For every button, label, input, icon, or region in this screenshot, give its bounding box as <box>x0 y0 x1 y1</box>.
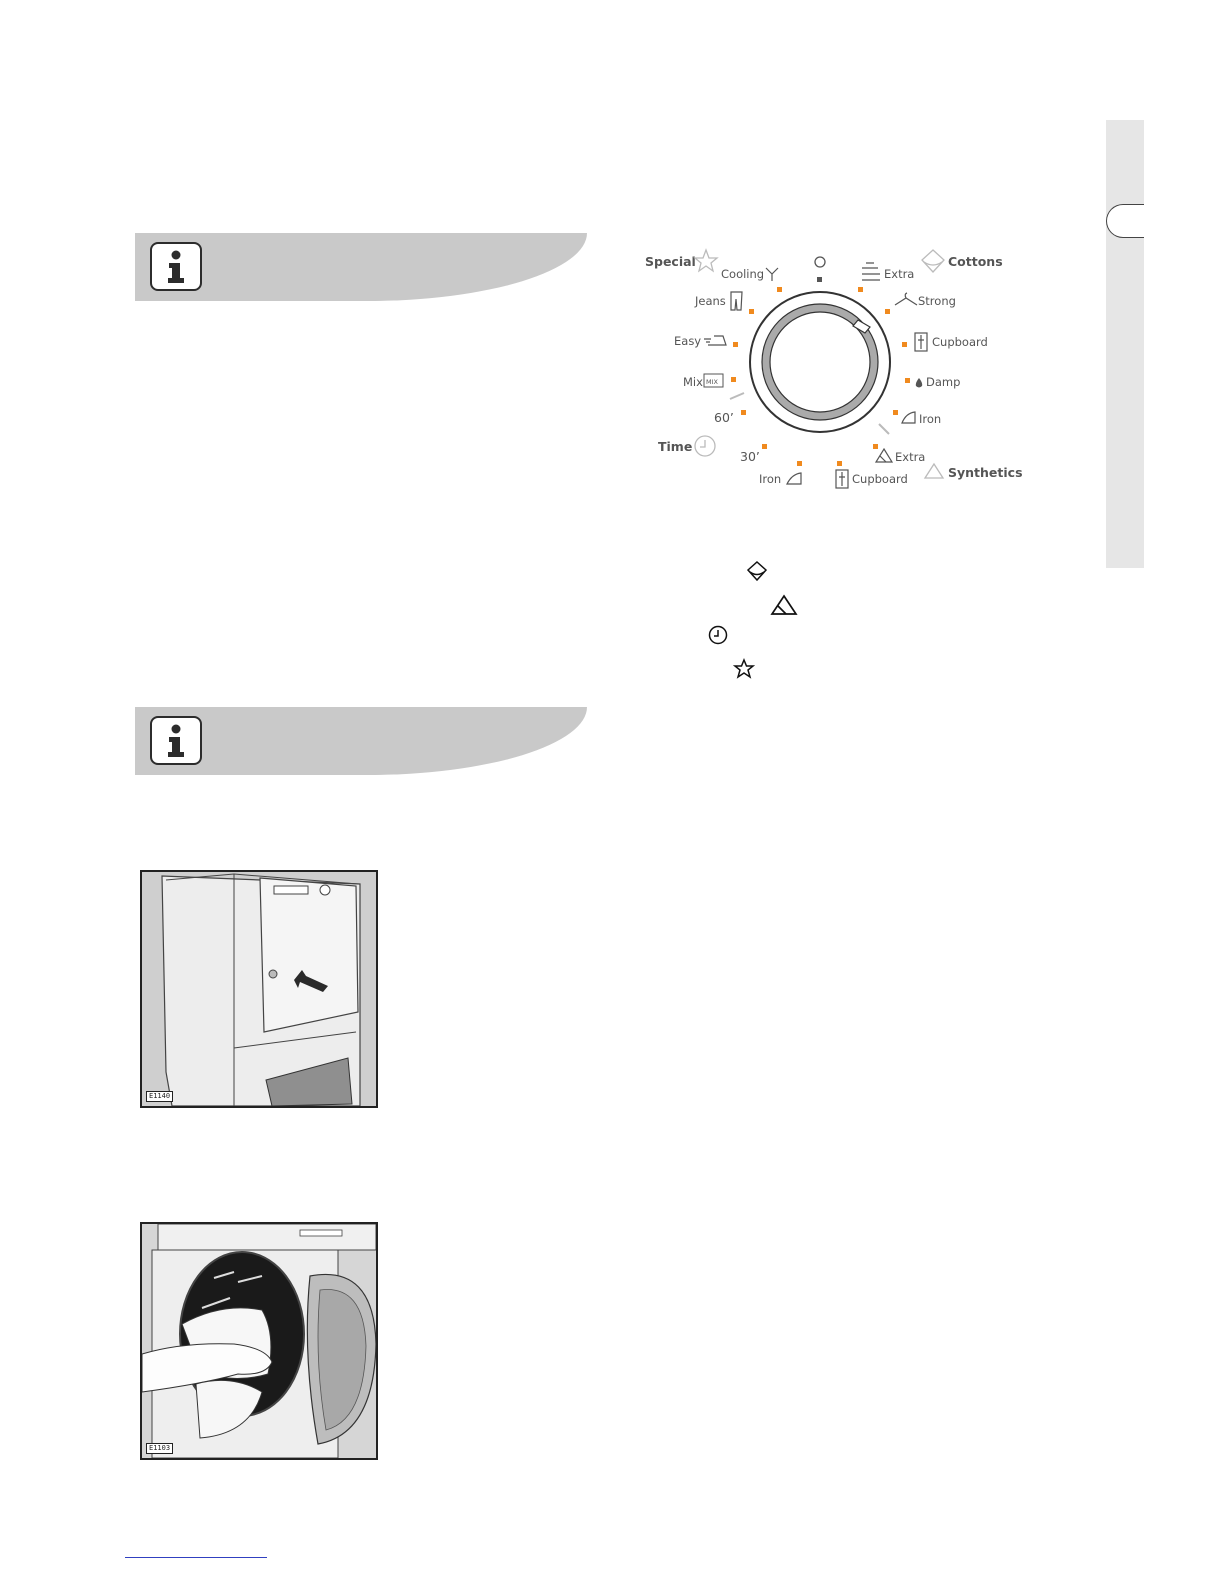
cupboard-cotton-icon <box>915 333 927 351</box>
extra-cotton-icon <box>862 263 880 280</box>
program-mix: Mix <box>683 375 703 389</box>
jeans-icon <box>731 292 742 310</box>
star-icon <box>695 250 717 271</box>
hanger-icon <box>895 293 917 305</box>
fan-icon <box>766 268 778 281</box>
language-tab-marker <box>1106 204 1144 238</box>
program-cupboard-synth: Cupboard <box>852 472 908 486</box>
program-cooling: Cooling <box>721 267 765 281</box>
extra-synth-icon <box>876 449 892 462</box>
figure-code-label: E1140 <box>146 1091 173 1102</box>
program-iron-time: Iron <box>759 472 782 486</box>
program-symbol-legend <box>640 555 840 695</box>
mix-badge: MIX <box>706 378 718 386</box>
program-iron-right: Iron <box>919 412 942 426</box>
figure-code-label: E1103 <box>146 1443 173 1454</box>
iron-icon <box>704 336 726 345</box>
star-icon <box>735 660 753 677</box>
program-strong: Strong <box>918 294 956 308</box>
program-60-min: 60’ <box>714 410 734 425</box>
figure-load-laundry <box>140 1222 378 1460</box>
dial-outer-ring <box>750 292 890 432</box>
program-selector-dial <box>640 240 1040 500</box>
program-extra-synth: Extra <box>895 450 926 464</box>
program-30-min: 30’ <box>740 449 760 464</box>
iron-right-icon <box>902 412 915 423</box>
cotton-icon <box>922 250 944 272</box>
group-time-label: Time <box>658 439 693 454</box>
program-extra-cotton: Extra <box>884 267 915 281</box>
clock-icon <box>710 627 727 644</box>
program-damp: Damp <box>926 375 961 389</box>
clock-icon <box>695 436 715 456</box>
synthetics-icon <box>925 464 943 478</box>
program-easy: Easy <box>674 334 702 348</box>
info-note-banner <box>135 233 587 301</box>
info-icon <box>150 716 202 765</box>
synthetics-icon <box>772 596 796 614</box>
language-side-tab <box>1106 120 1144 568</box>
group-synthetics-label: Synthetics <box>948 465 1023 480</box>
program-cupboard-cotton: Cupboard <box>932 335 988 349</box>
info-note-banner-2 <box>135 707 587 775</box>
off-symbol <box>815 257 825 267</box>
figure-open-door <box>140 870 378 1108</box>
cotton-icon <box>748 562 766 580</box>
drop-icon <box>916 378 922 388</box>
info-icon <box>150 242 202 291</box>
group-cottons-label: Cottons <box>948 254 1003 269</box>
cupboard-icon <box>836 470 848 488</box>
group-special-label: Special <box>645 254 696 269</box>
iron-dry-icon <box>787 473 801 484</box>
footer-link-rule <box>125 1557 267 1558</box>
program-jeans: Jeans <box>695 294 726 308</box>
